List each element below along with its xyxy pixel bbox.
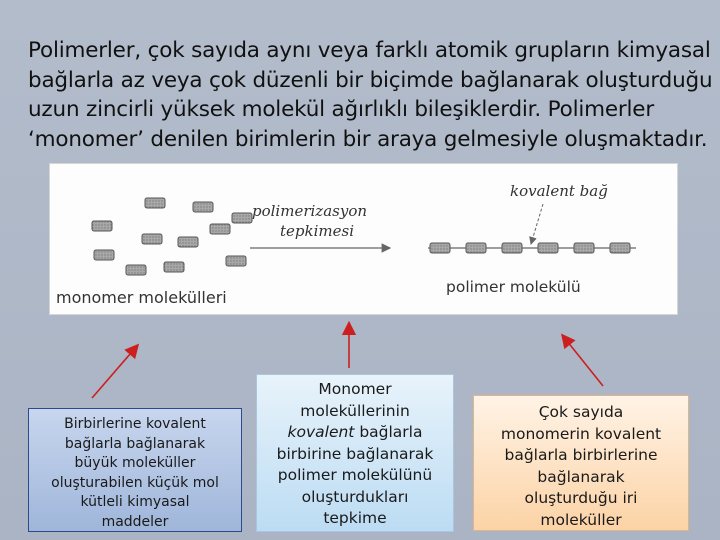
polymer-definition-box	[473, 395, 689, 531]
box-line: moleküllerinin	[300, 401, 410, 420]
italic-term: kovalent	[287, 423, 355, 441]
box-line-rest: bağlarla	[354, 423, 423, 441]
box-line: oluşturabilen küçük mol	[51, 474, 219, 491]
box-line: moleküller	[540, 510, 622, 529]
monomer-definition-box	[28, 408, 242, 532]
box-line: bağlanarak	[537, 467, 625, 486]
box-line: Birbirlerine kovalent	[64, 416, 206, 432]
box-line: polimer molekülünü	[277, 466, 433, 484]
box-line: birbirine bağlanarak	[276, 444, 434, 463]
box-line: monomerin kovalent	[500, 424, 662, 443]
intro-line: ‘monomer’ denilen birimlerin bir araya gelmesiyle oluşmaktadır.	[28, 126, 708, 152]
intro-line: bağlarla az veya çok düzenli bir biçimde bağlanarak oluşturduğu	[28, 67, 713, 93]
box-line	[257, 422, 453, 444]
box-line: kütleli kimyasal	[80, 494, 190, 510]
polymer-label: polimer molekülü	[446, 278, 581, 296]
box-line: Çok sayıda	[538, 403, 624, 421]
box-line: oluşturdukları	[301, 487, 409, 506]
box-line: bağlarla bağlanarak	[64, 435, 206, 452]
left-pointer-arrow	[92, 346, 137, 398]
box-line: tepkime	[323, 509, 387, 527]
reaction-label-line1: polimerizasyon	[252, 202, 368, 220]
box-line: Monomer	[318, 380, 392, 398]
polymerization-definition-box	[256, 374, 454, 532]
intro-line: uzun zincirli yüksek molekül ağırlıklı bileşiklerdir. Polimerler	[28, 97, 654, 122]
box-line: bağlarla birbirlerine	[504, 446, 658, 464]
reaction-label-line2: tepkimesi	[280, 222, 354, 240]
right-pointer-arrow	[563, 336, 603, 386]
monomer-label: monomer molekülleri	[56, 288, 227, 307]
box-line: oluşturduğu iri	[524, 489, 638, 507]
box-line: maddeler	[101, 513, 169, 530]
bond-label: kovalent bağ	[510, 182, 608, 200]
box-line: büyük moleküller	[74, 455, 196, 471]
intro-line: Polimerler, çok sayıda aynı veya farklı atomik grupların kimyasal	[28, 38, 711, 63]
